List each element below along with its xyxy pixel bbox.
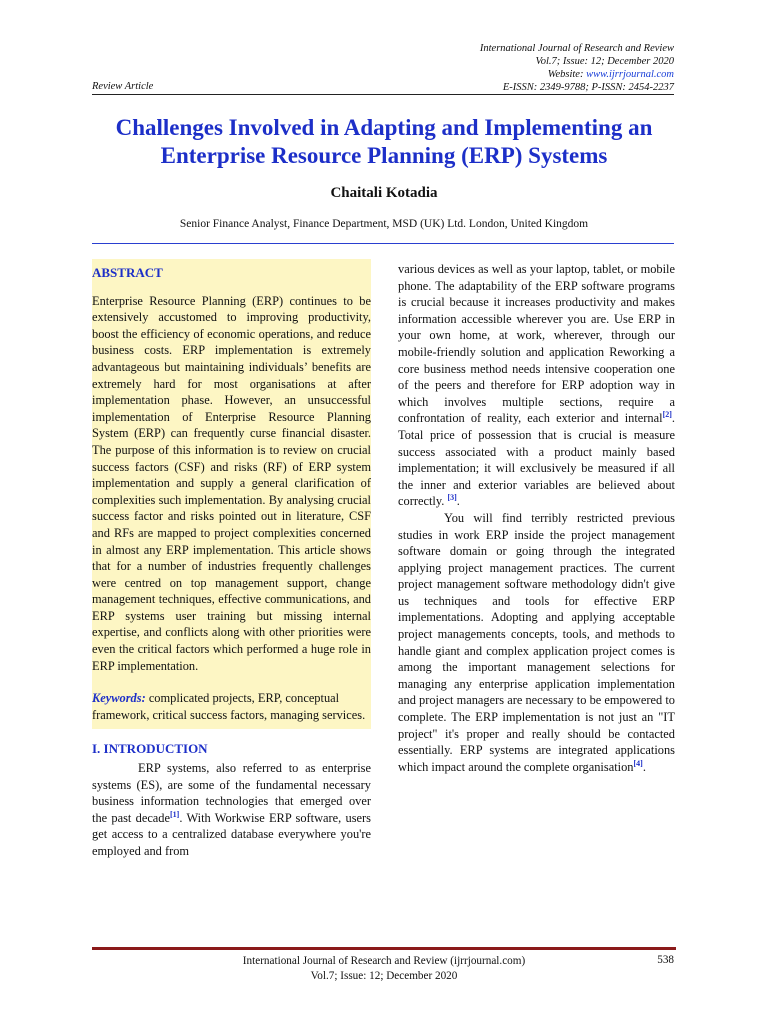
- journal-volume: Vol.7; Issue: 12; December 2020: [535, 56, 674, 67]
- intro-text-1: ERP systems, also referred to as enterprise systems (ES), are some of the fundamental necessary business information technologies that emerged over the past decade: [92, 761, 371, 825]
- right-column: [398, 261, 675, 775]
- author-affiliation: Senior Finance Analyst, Finance Department, MSD (UK) Ltd. London, United Kingdom: [179, 218, 589, 230]
- abstract-box: [92, 259, 371, 729]
- title-divider: [92, 243, 674, 244]
- citation-3[interactable]: [3]: [447, 493, 457, 503]
- intro-text-2: . With Workwise ERP software, users get access to a centralized database everywhere you're employed and from: [92, 810, 371, 858]
- abstract-heading: ABSTRACT: [92, 265, 163, 280]
- journal-website: [480, 68, 674, 81]
- body-text-1c: .: [456, 494, 460, 509]
- website-label: Website:: [547, 69, 584, 80]
- journal-issn: E-ISSN: 2349-9788; P-ISSN: 2454-2237: [502, 82, 674, 93]
- journal-header: [480, 42, 674, 94]
- footer-divider: [92, 947, 676, 950]
- body-paragraph-2: [398, 510, 675, 776]
- citation-2[interactable]: [2]: [662, 410, 672, 420]
- footer-journal: International Journal of Research and Review (ijrrjournal.com): [242, 955, 526, 967]
- left-column: [92, 259, 371, 860]
- body-text-1a: various devices as well as your laptop, tablet, or mobile phone. The adaptability of the ERP software programs is crucial because it increases productivity and makes information accessible wherever you are. Use ERP in your own home, at work, wherever, through our mobile-friendly solution and application Reworking a core business method needs intensive cooperation one of the peers and therefore for ERP adoption way in which involves multiple sections, require a confrontation of reality, each exterior and internal: [398, 262, 675, 426]
- paper-title: Challenges Involved in Adapting and Implementing an Enterprise Resource Planning (ERP) Systems: [115, 115, 653, 168]
- page-number: 538: [657, 954, 674, 966]
- body-paragraph-1: [398, 261, 675, 510]
- introduction-heading: I. INTRODUCTION: [92, 741, 208, 757]
- journal-name: International Journal of Research and Review: [479, 43, 674, 54]
- keywords: [92, 690, 371, 723]
- body-text-1b: . Total price of possession that is crucial is measure success associated with a product mainly based implementation; it will exclusively be measured if all the inner and exterior variables are believed about correctly.: [398, 411, 675, 509]
- keywords-label: Keywords:: [92, 691, 146, 706]
- citation-4[interactable]: [4]: [633, 758, 643, 768]
- author-name: Chaitali Kotadia: [330, 185, 438, 201]
- abstract-text: Enterprise Resource Planning (ERP) continues to be extensively accustomed to improving productivity, boost the efficiency of economic operations, and reduce business costs. ERP implementation is extremely advantageous but maintaining individuals’ benefits are extremely hard for most organisations at after implementation phase. However, an unsuccessful implementation of Enterprise Resource Planning System (ERP) can frequently curse financial disaster. The purpose of this information is to review on crucial success factors (CSF) and risks (RF) of ERP system implementation and supply a general clarification of complexities such implementation. By analysing crucial success factor and risks pointed out in literature, CSF and RFs are mapped to project complexities concerned in almost any ERP implementation. This article shows that for a number of industries frequently challenges were centred on top management support, change management techniques, effective communications, and ERP systems user training but missing internal expertise, and conflicts along with other priorities were even the critical factors which performed a huge role in ERP implementation.: [92, 293, 371, 673]
- website-link[interactable]: www.ijrrjournal.com: [586, 69, 674, 80]
- footer-volume: Vol.7; Issue: 12; December 2020: [310, 970, 458, 982]
- body-text-2b: .: [642, 759, 646, 774]
- keywords-text: complicated projects, ERP, conceptual framework, critical success factors, managing services.: [92, 691, 366, 722]
- introduction-paragraph: [92, 760, 371, 860]
- header-divider: [92, 94, 674, 95]
- article-type: Review Article: [92, 81, 154, 92]
- citation-1[interactable]: [1]: [170, 809, 180, 819]
- footer: [0, 954, 768, 984]
- body-text-2a: You will find terribly restricted previous studies in work ERP inside the project management software domain or going through the integrated applying project management practices. The current project management software methodology didn't give us techniques and tools for effective ERP implementations. Adopting and applying acceptable project managements concepts, tools, and methods to handle giant and complex application project comes is among the important management selections for managing any enterprise application implementation and project managers are necessary to be empowered to complete. The ERP implementation is not just an "IT project" it's proper and really should be contacted essentially. ERP systems are integrated applications which impact around the complete organisation: [398, 510, 675, 774]
